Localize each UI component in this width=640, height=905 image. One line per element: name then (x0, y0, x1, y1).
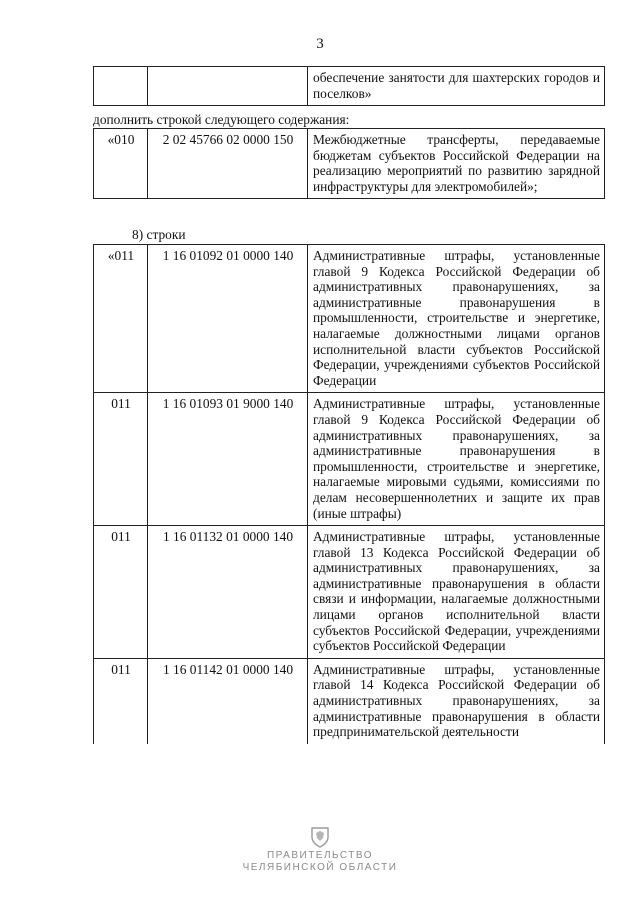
government-stamp (0, 826, 640, 874)
row-kbk-cell: 1 16 01142 01 0000 140 (148, 658, 308, 743)
row-kbk-cell: 2 02 45766 02 0000 150 (148, 129, 308, 199)
row-code-cell: 011 (94, 658, 148, 743)
row-kbk-cell: 1 16 01132 01 0000 140 (148, 526, 308, 659)
stamp-line-2: ЧЕЛЯБИНСКОЙ ОБЛАСТИ (242, 862, 398, 873)
row-text-cell: Межбюджетные трансферты, передаваемые бюджетам субъектов Российской Федерации на реализацию мероприятий по развитию зарядной инфраструктуры для электромобилей»; (308, 129, 605, 199)
row-kbk-cell: 1 16 01093 01 9000 140 (148, 393, 308, 526)
row-text-cell: Административные штрафы, установленные главой 9 Кодекса Российской Федерации об административных правонарушениях, за административные правонарушения в промышленности, строительстве и энергетике, налагаемые мировыми судьями, комиссиями по делам несовершеннолетних и защите их прав (иные штрафы) (308, 393, 605, 526)
table-inserted-row (93, 128, 605, 199)
row-code-cell: «010 (94, 129, 148, 199)
table-top (93, 66, 605, 106)
row-text-cell: обеспечение занятости для шахтерских городов и поселков» (308, 67, 605, 106)
row-kbk-cell: 1 16 01092 01 0000 140 (148, 245, 308, 393)
table-main (93, 244, 605, 744)
row-text-cell: Административные штрафы, установленные главой 14 Кодекса Российской Федерации об административных правонарушениях, за административные правонарушения в области предпринимательской деятельности (308, 658, 605, 743)
row-code-cell: 011 (94, 393, 148, 526)
table-row (94, 526, 605, 659)
row-code-cell: «011 (94, 245, 148, 393)
table-row (94, 129, 605, 199)
page-number: 3 (316, 36, 324, 52)
coat-of-arms-icon (309, 826, 331, 848)
row-code-cell (94, 67, 148, 106)
row-text-cell: Административные штрафы, установленные главой 9 Кодекса Российской Федерации об административных правонарушениях, за административные правонарушения в промышленности, строительстве и энергетике, налагаемые должностными лицами органов исполнительной власти субъектов Российской Федерации, учреждениями субъектов Российской Федерации (308, 245, 605, 393)
row-kbk-cell (148, 67, 308, 106)
table-row (94, 245, 605, 393)
row-code-cell: 011 (94, 526, 148, 659)
instruction-text: дополнить строкой следующего содержания: (93, 112, 350, 127)
table-row (94, 67, 605, 106)
section-heading: 8) строки (132, 227, 186, 242)
row-text-cell: Административные штрафы, установленные главой 13 Кодекса Российской Федерации об административных правонарушениях, за административные правонарушения в области связи и информации, налагаемые должностными лицами органов исполнительной власти субъектов Российской Федерации, учреждениями субъектов Российской Федерации (308, 526, 605, 659)
stamp-line-1: ПРАВИТЕЛЬСТВО (266, 850, 373, 861)
table-row (94, 393, 605, 526)
table-row (94, 658, 605, 743)
